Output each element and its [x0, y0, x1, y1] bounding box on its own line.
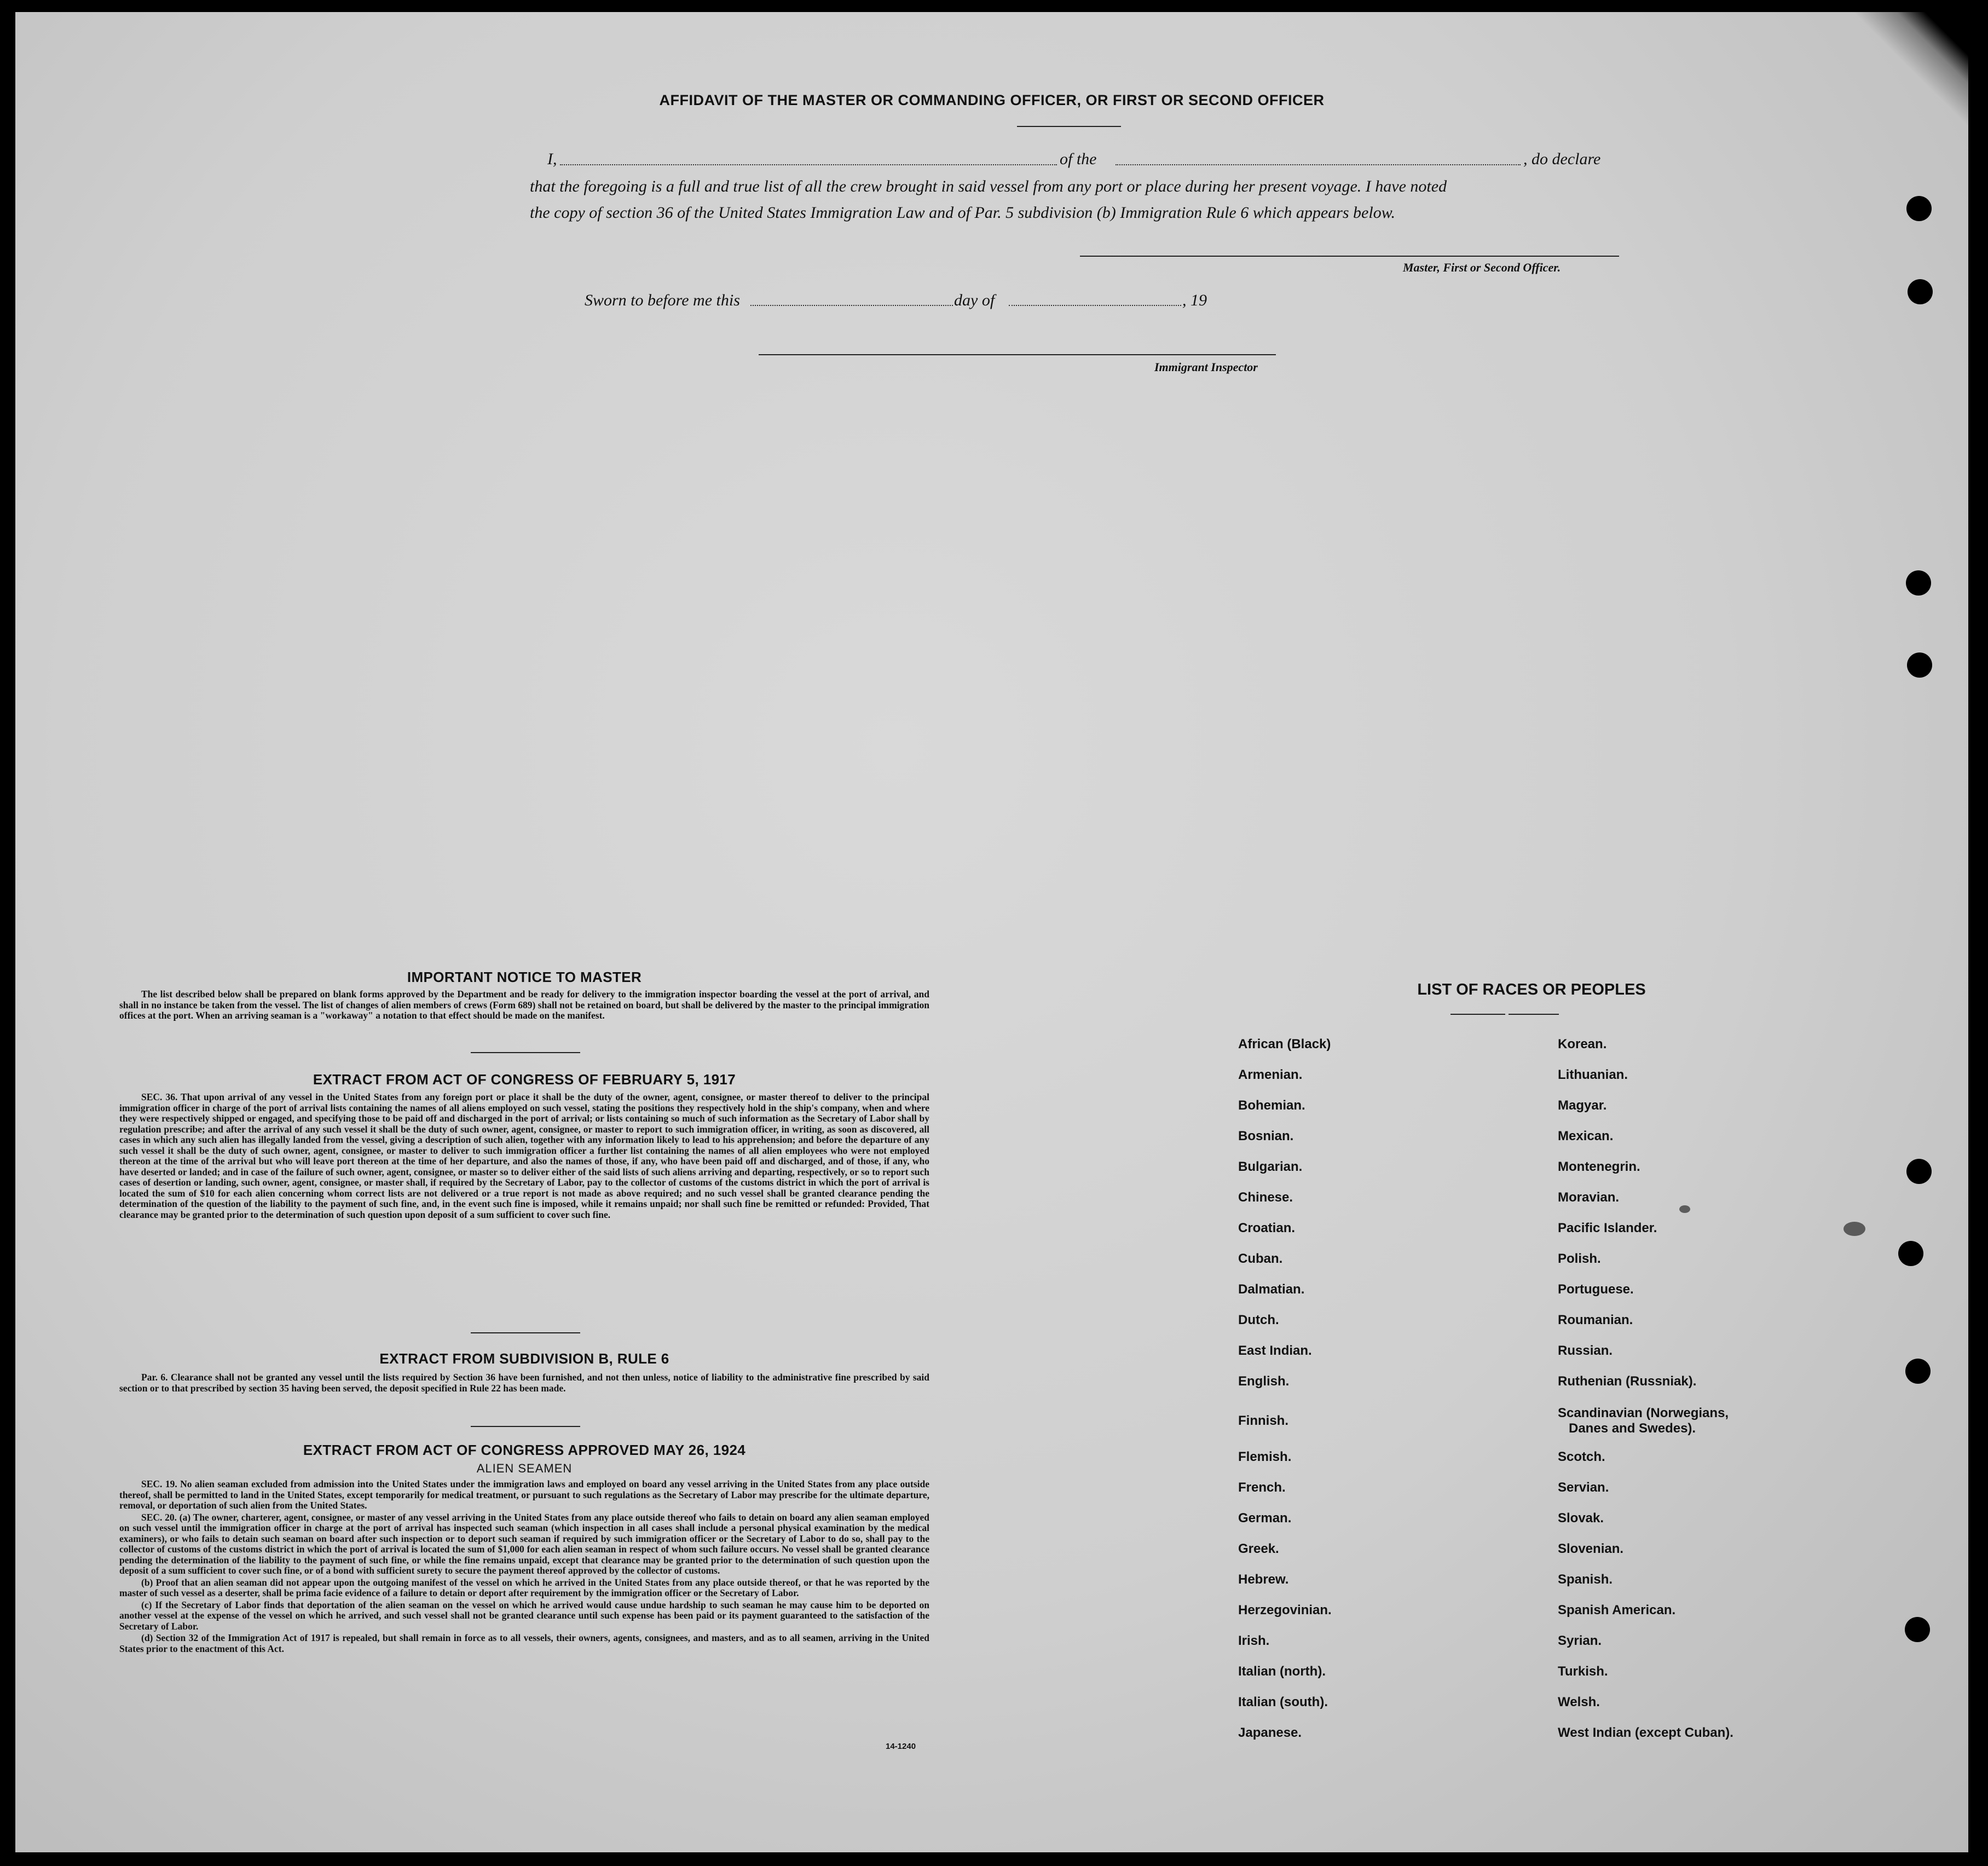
- affidavit-line-3: the copy of section 36 of the United States Immigration Law and of Par. 5 subdivision (b) Immigration Rule 6 which appears below.: [530, 204, 1395, 222]
- race-item: East Indian.: [1238, 1343, 1312, 1358]
- race-item: Roumanian.: [1558, 1313, 1633, 1327]
- race-item: Ruthenian (Russniak).: [1558, 1374, 1697, 1389]
- race-item: Flemish.: [1238, 1449, 1292, 1464]
- alien-seamen-subtitle: ALIEN SEAMEN: [476, 1461, 573, 1475]
- rule-6-paragraph: Par. 6. Clearance shall not be granted any vessel until the lists required by Section 36 have been furnished, and not then unless, notice of liability to the administrative fine prescribed by said section or to that prescribed by section 35 having been served, the deposit specified in Rule 22 has been made.: [119, 1372, 929, 1394]
- race-item: Korean.: [1558, 1037, 1607, 1052]
- affidavit-declare-label: , do declare: [1523, 150, 1601, 168]
- master-signature-caption: Master, First or Second Officer.: [1403, 261, 1561, 274]
- race-item: Montenegrin.: [1558, 1159, 1640, 1174]
- race-item: Servian.: [1558, 1480, 1609, 1495]
- punch-hole: [1898, 1241, 1923, 1266]
- race-item: Mexican.: [1558, 1129, 1614, 1143]
- form-number: 14-1240: [886, 1742, 916, 1751]
- section-20a-paragraph: SEC. 20. (a) The owner, charterer, agent, consignee, or master of any vessel arriving in the United States from any place outside thereof who fails to detain on board any alien seaman employed on such vessel until the immigration officer in charge at the port of arrival has inspected such seaman (which inspection in all cases shall include a personal physical examination by the medical examiners), or who fails to detain such seaman on board after such inspection or to deport such seaman if required by such immigration officer or the Secretary of Labor to do so, shall pay to the collector of customs of the customs district in which the port of arrival is located the sum of $1,000 for each alien seaman in respect of whom such failure occurs. No vessel shall be granted clearance pending the determination of the liability to the payment of such fine, or while the fine remains unpaid, except that clearance may be granted prior to the determination of such question upon the deposit of a sum sufficient to cover such fine, or of a bond with sufficient surety to secure the payment thereof approved by the collector of customs.: [119, 1511, 929, 1576]
- section-20c-paragraph: (c) If the Secretary of Labor finds that deportation of the alien seaman on the vessel on which he arrived would cause undue hardship to such seaman he may cause him to be deported on another vessel at the expense of the vessel on which he arrived, and such vessel shall not be granted clearance until such expense has been paid or its payment guaranteed to the satisfaction of the Secretary of Labor.: [119, 1599, 929, 1632]
- race-item: German.: [1238, 1511, 1292, 1526]
- sworn-month-blank[interactable]: [1009, 305, 1181, 306]
- extract-1917-title: EXTRACT FROM ACT OF CONGRESS OF FEBRUARY 5, 1917: [313, 1071, 736, 1088]
- affidavit-i-label: I,: [547, 150, 557, 168]
- race-item: Danes and Swedes).: [1569, 1421, 1696, 1436]
- extract-1924-title: EXTRACT FROM ACT OF CONGRESS APPROVED MAY 26, 1924: [303, 1442, 746, 1458]
- affidavit-line-2: that the foregoing is a full and true list of all the crew brought in said vessel from any port or place during her present voyage. I have noted: [530, 177, 1447, 195]
- race-item: Italian (south).: [1238, 1695, 1328, 1709]
- vessel-blank[interactable]: [1116, 164, 1521, 165]
- inspector-caption: Immigrant Inspector: [1154, 360, 1258, 374]
- races-title-rule: [1450, 1014, 1505, 1015]
- extract-1924-body: [119, 1479, 929, 1655]
- section-19-paragraph: SEC. 19. No alien seaman excluded from admission into the United States under the immigration laws and employed on board any vessel arriving in the United States from any place outside thereof, shall be permitted to land in the United States, except temporarily for medical treatment, or pursuant to such regulations as the Secretary of Labor may prescribe for the ultimate departure, removal, or deportation of such alien from the United States.: [119, 1478, 929, 1511]
- race-item: Turkish.: [1558, 1664, 1608, 1679]
- section-20b-paragraph: (b) Proof that an alien seaman did not appear upon the outgoing manifest of the vessel on which he arrived in the United States from any place outside thereof, or that he was reported by the master of such vessel as a deserter, shall be prima facie evidence of a failure to detain or deport after requirement by the immigration officer or the Secretary of Labor.: [119, 1576, 929, 1598]
- notice-paragraph: The list described below shall be prepared on blank forms approved by the Department and be ready for delivery to the immigration inspector boarding the vessel at the port of arrival, and shall in no instance be taken from the vessel. The list of changes of alien members of crews (Form 689) shall not be retained on board, but shall be delivered by the master to the principal immigration offices at the port. When an arriving seaman is a "workaway" a notation to that effect should be made on the manifest.: [119, 989, 929, 1021]
- race-item: English.: [1238, 1374, 1290, 1389]
- extract-1917-body: [119, 1092, 929, 1221]
- punch-hole: [1907, 652, 1932, 678]
- affidavit-title: AFFIDAVIT OF THE MASTER OR COMMANDING OFFICER, OR FIRST OR SECOND OFFICER: [659, 92, 1325, 108]
- notice-title: IMPORTANT NOTICE TO MASTER: [407, 969, 642, 985]
- race-item: Polish.: [1558, 1251, 1601, 1266]
- race-item: Lithuanian.: [1558, 1067, 1628, 1082]
- race-item: Welsh.: [1558, 1695, 1600, 1709]
- affidavit-of-the-label: of the: [1060, 150, 1097, 168]
- race-item: Greek.: [1238, 1541, 1279, 1556]
- ink-stain: [1679, 1205, 1690, 1213]
- race-item: Hebrew.: [1238, 1572, 1289, 1587]
- race-item: Cuban.: [1238, 1251, 1283, 1266]
- race-item: African (Black): [1238, 1037, 1331, 1052]
- punch-hole: [1906, 196, 1932, 221]
- race-item: Syrian.: [1558, 1633, 1602, 1648]
- rule-6-body: [119, 1372, 929, 1395]
- race-item: Herzegovinian.: [1238, 1603, 1332, 1617]
- races-title-rule: [1509, 1014, 1559, 1015]
- race-item: Scotch.: [1558, 1449, 1605, 1464]
- section-divider: [471, 1052, 580, 1053]
- master-signature-line[interactable]: [1080, 256, 1619, 257]
- race-item: Croatian.: [1238, 1221, 1296, 1235]
- race-item: Portuguese.: [1558, 1282, 1634, 1297]
- sworn-prefix: Sworn to before me this: [585, 291, 740, 309]
- race-item: Chinese.: [1238, 1190, 1293, 1205]
- section-divider: [471, 1332, 580, 1333]
- section-divider: [471, 1426, 580, 1427]
- punch-hole: [1906, 570, 1931, 596]
- race-item: Japanese.: [1238, 1725, 1302, 1740]
- race-item: French.: [1238, 1480, 1286, 1495]
- race-item: Russian.: [1558, 1343, 1613, 1358]
- punch-hole: [1906, 1159, 1932, 1184]
- sworn-day-blank[interactable]: [750, 305, 953, 306]
- race-item: Italian (north).: [1238, 1664, 1326, 1679]
- race-item: Dalmatian.: [1238, 1282, 1305, 1297]
- punch-hole: [1905, 1617, 1930, 1642]
- rule-6-title: EXTRACT FROM SUBDIVISION B, RULE 6: [379, 1350, 669, 1367]
- sworn-year-label: , 19: [1182, 291, 1207, 309]
- section-36-paragraph: SEC. 36. That upon arrival of any vessel in the United States from any foreign port or place it shall be the duty of the owner, agent, consignee, or master thereof to deliver to the principal immigration officer in charge of the port of arrival lists containing the names of all aliens employed on such vessel, stating the positions they respectively hold in the ship's company, when and where they were respectively shipped or engaged, and specifying those to be paid off and discharged in the port of arrival; or lists containing so much of such information as the Secretary of Labor shall by regulation prescribe; and after the arrival of any such vessel it shall be the duty of such owner, agent, consignee, or master to report to such immigration officer, in writing, as soon as discovered, all cases in which any such alien has illegally landed from the vessel, giving a description of such alien, together with any information likely to lead to his apprehension; and before the departure of any such vessel it shall be the duty of such owner, agent, consignee, or master to deliver to such immigration officer a further list containing the names of all alien employees who were not employed thereon at the time of the arrival but who will leave port thereon at the time of her departure, and also the names of those, if any, who have been paid off and discharged, and of those, if any, who have deserted or landed; and in case of the failure of such owner, agent, consignee, or master so to deliver either of the said lists of such aliens arriving and departing, respectively, or so to report such cases of desertion or landing, such owner, agent, consignee, or master shall, if required by the Secretary of Labor, pay to the collector of customs of the customs district in which the port of arrival is located the sum of $10 for each alien concerning whom correct lists are not delivered or a true report is not made as above required; and no such vessel shall be granted clearance pending the determination of the question of the liability to the payment of such fine, and, in the event such fine is imposed, while it remains unpaid; nor shall such fine be remitted or refunded: Provided, That clearance may be granted prior to the determination of such question upon deposit of a sum sufficient to cover such fine.: [119, 1091, 929, 1220]
- race-item: Slovenian.: [1558, 1541, 1624, 1556]
- race-item: Dutch.: [1238, 1313, 1279, 1327]
- race-item: Scandinavian (Norwegians,: [1558, 1406, 1729, 1420]
- ink-stain: [1843, 1222, 1865, 1236]
- document-page: [15, 12, 1968, 1852]
- race-item: Irish.: [1238, 1633, 1270, 1648]
- title-rule: [1017, 126, 1121, 127]
- race-item: Bohemian.: [1238, 1098, 1305, 1113]
- race-item: West Indian (except Cuban).: [1558, 1725, 1733, 1740]
- race-item: Armenian.: [1238, 1067, 1303, 1082]
- sworn-day-of-label: day of: [954, 291, 995, 309]
- notice-body: [119, 989, 929, 1022]
- section-20d-paragraph: (d) Section 32 of the Immigration Act of 1917 is repealed, but shall remain in force as to all vessels, their owners, agents, consignees, and masters, and as to all seamen, arriving in the United States prior to the enactment of this Act.: [119, 1632, 929, 1654]
- race-item: Bosnian.: [1238, 1129, 1294, 1143]
- name-blank[interactable]: [560, 164, 1057, 165]
- race-item: Bulgarian.: [1238, 1159, 1303, 1174]
- race-item: Pacific Islander.: [1558, 1221, 1657, 1235]
- race-item: Finnish.: [1238, 1413, 1288, 1428]
- torn-corner: [1849, 12, 1968, 132]
- race-item: Spanish American.: [1558, 1603, 1676, 1617]
- races-title: LIST OF RACES OR PEOPLES: [1417, 981, 1646, 998]
- punch-hole: [1905, 1359, 1931, 1384]
- race-item: Moravian.: [1558, 1190, 1620, 1205]
- punch-hole: [1908, 279, 1933, 304]
- race-item: Magyar.: [1558, 1098, 1607, 1113]
- inspector-signature-line[interactable]: [759, 354, 1276, 355]
- race-item: Spanish.: [1558, 1572, 1613, 1587]
- race-item: Slovak.: [1558, 1511, 1604, 1526]
